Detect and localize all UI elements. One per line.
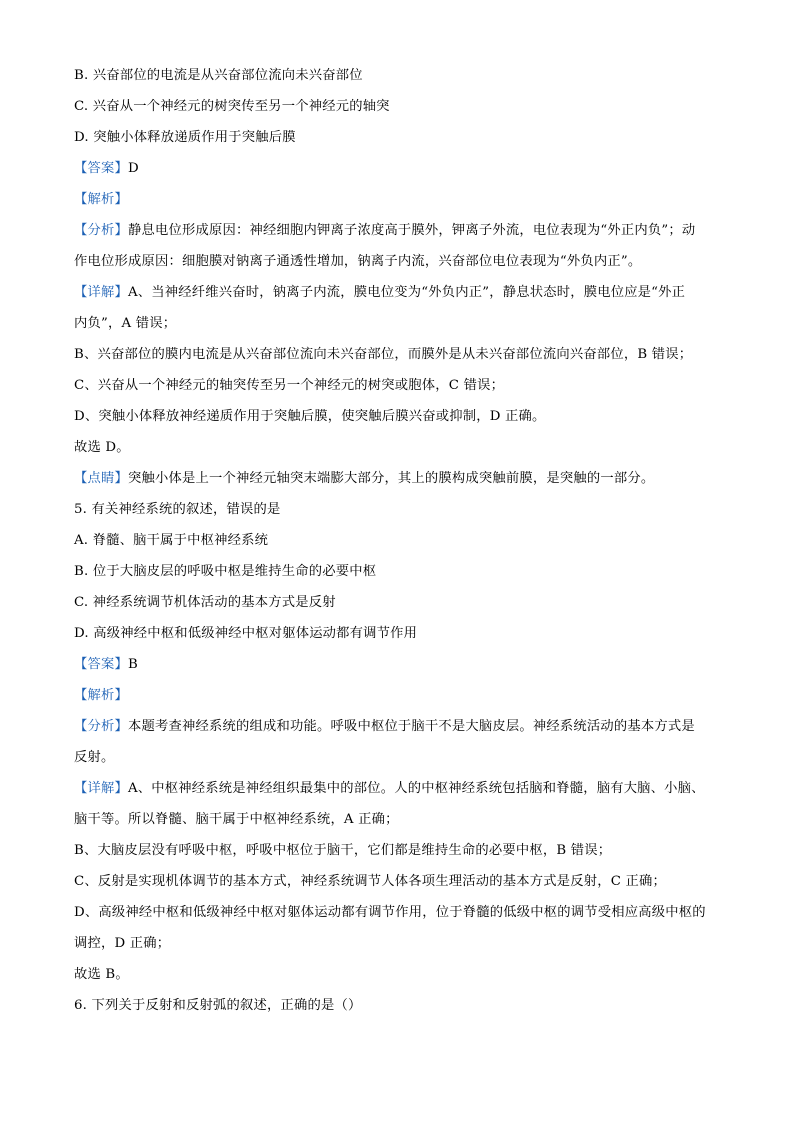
q5-option-c: C. 神经系统调节机体活动的基本方式是反射 [74,595,336,610]
explain-b: B、兴奋部位的膜内电流是从兴奋部位流向未兴奋部位，而膜外是从未兴奋部位流向兴奋部位，B 错误； [74,347,693,362]
explain-c: C、兴奋从一个神经元的轴突传至另一个神经元的树突或胞体，C 错误； [74,378,505,393]
dianjing-tag: 【点睛】 [74,471,128,486]
fenxi-line [74,222,695,240]
option-b: B. 兴奋部位的电流是从兴奋部位流向未兴奋部位 [74,68,363,83]
q5-choice-line: 故选 B。 [74,967,129,982]
fenxi-text: 静息电位形成原因：神经细胞内钾离子浓度高于膜外，钾离子外流，电位表现为“外正内负”；动 [128,223,696,238]
q5-option-d: D. 高级神经中枢和低级神经中枢对躯体运动都有调节作用 [74,626,418,641]
xiangjie-continuation: 内负”，A 错误； [74,316,177,331]
answer-line [74,160,139,178]
q5-option-b: B. 位于大脑皮层的呼吸中枢是维持生命的必要中枢 [74,564,377,579]
q5-option-a: A. 脊髓、脑干属于中枢神经系统 [74,533,269,548]
answer-tag: 【答案】 [74,161,128,176]
analysis-heading [74,191,128,209]
fenxi-tag: 【分析】 [74,223,128,238]
answer-value: D [128,161,139,176]
q5-fenxi-tag: 【分析】 [74,719,128,734]
q5-explain-c: C、反射是实现机体调节的基本方式，神经系统调节人体各项生理活动的基本方式是反射，C 正确； [74,874,667,889]
analysis-tag: 【解析】 [74,192,128,207]
q5-analysis-tag: 【解析】 [74,688,128,703]
option-d: D. 突触小体释放递质作用于突触后膜 [74,130,296,145]
question-5: 5. 有关神经系统的叙述，错误的是 [74,502,281,517]
q5-explain-b: B、大脑皮层没有呼吸中枢，呼吸中枢位于脑干，它们都是维持生命的必要中枢，B 错误； [74,843,612,858]
explain-d: D、突触小体释放神经递质作用于突触后膜，使突触后膜兴奋或抑制，D 正确。 [74,409,546,424]
q5-xiangjie-line [74,780,705,798]
q5-fenxi-text: 本题考查神经系统的组成和功能。呼吸中枢位于脑干不是大脑皮层。神经系统活动的基本方式是 [128,719,695,734]
q5-answer-value: B [128,657,138,672]
fenxi-continuation: 作电位形成原因：细胞膜对钠离子通透性增加，钠离子内流，兴奋部位电位表现为“外负内正”。 [74,254,642,269]
dianjing-text: 突触小体是上一个神经元轴突末端膨大部分，其上的膜构成突触前膜，是突触的一部分。 [128,471,655,486]
q5-fenxi-continuation: 反射。 [74,750,115,765]
q5-answer-tag: 【答案】 [74,657,128,672]
option-c: C. 兴奋从一个神经元的树突传至另一个神经元的轴突 [74,99,390,114]
q5-xiangjie-text: A、中枢神经系统是神经组织最集中的部位。人的中枢神经系统包括脑和脊髓，脑有大脑、小脑、 [128,781,705,796]
q5-fenxi-line [74,718,695,736]
xiangjie-line [74,284,685,302]
choice-line: 故选 D。 [74,440,130,455]
q5-xiangjie-tag: 【详解】 [74,781,128,796]
q5-answer-line [74,656,138,674]
xiangjie-text: A、当神经纤维兴奋时，钠离子内流，膜电位变为“外负内正”，静息状态时，膜电位应是“外正 [128,285,686,300]
dianjing-line [74,470,654,488]
q5-xiangjie-continuation: 脑干等。所以脊髓、脑干属于中枢神经系统，A 正确； [74,812,399,827]
xiangjie-tag: 【详解】 [74,285,128,300]
q5-analysis-heading [74,687,128,705]
q5-explain-d: D、高级神经中枢和低级神经中枢对躯体运动都有调节作用，位于脊髓的低级中枢的调节受相应高级中枢的 [74,905,706,920]
q5-explain-d-continuation: 调控，D 正确； [74,936,171,951]
question-6: 6. 下列关于反射和反射弧的叙述，正确的是（） [74,998,362,1013]
